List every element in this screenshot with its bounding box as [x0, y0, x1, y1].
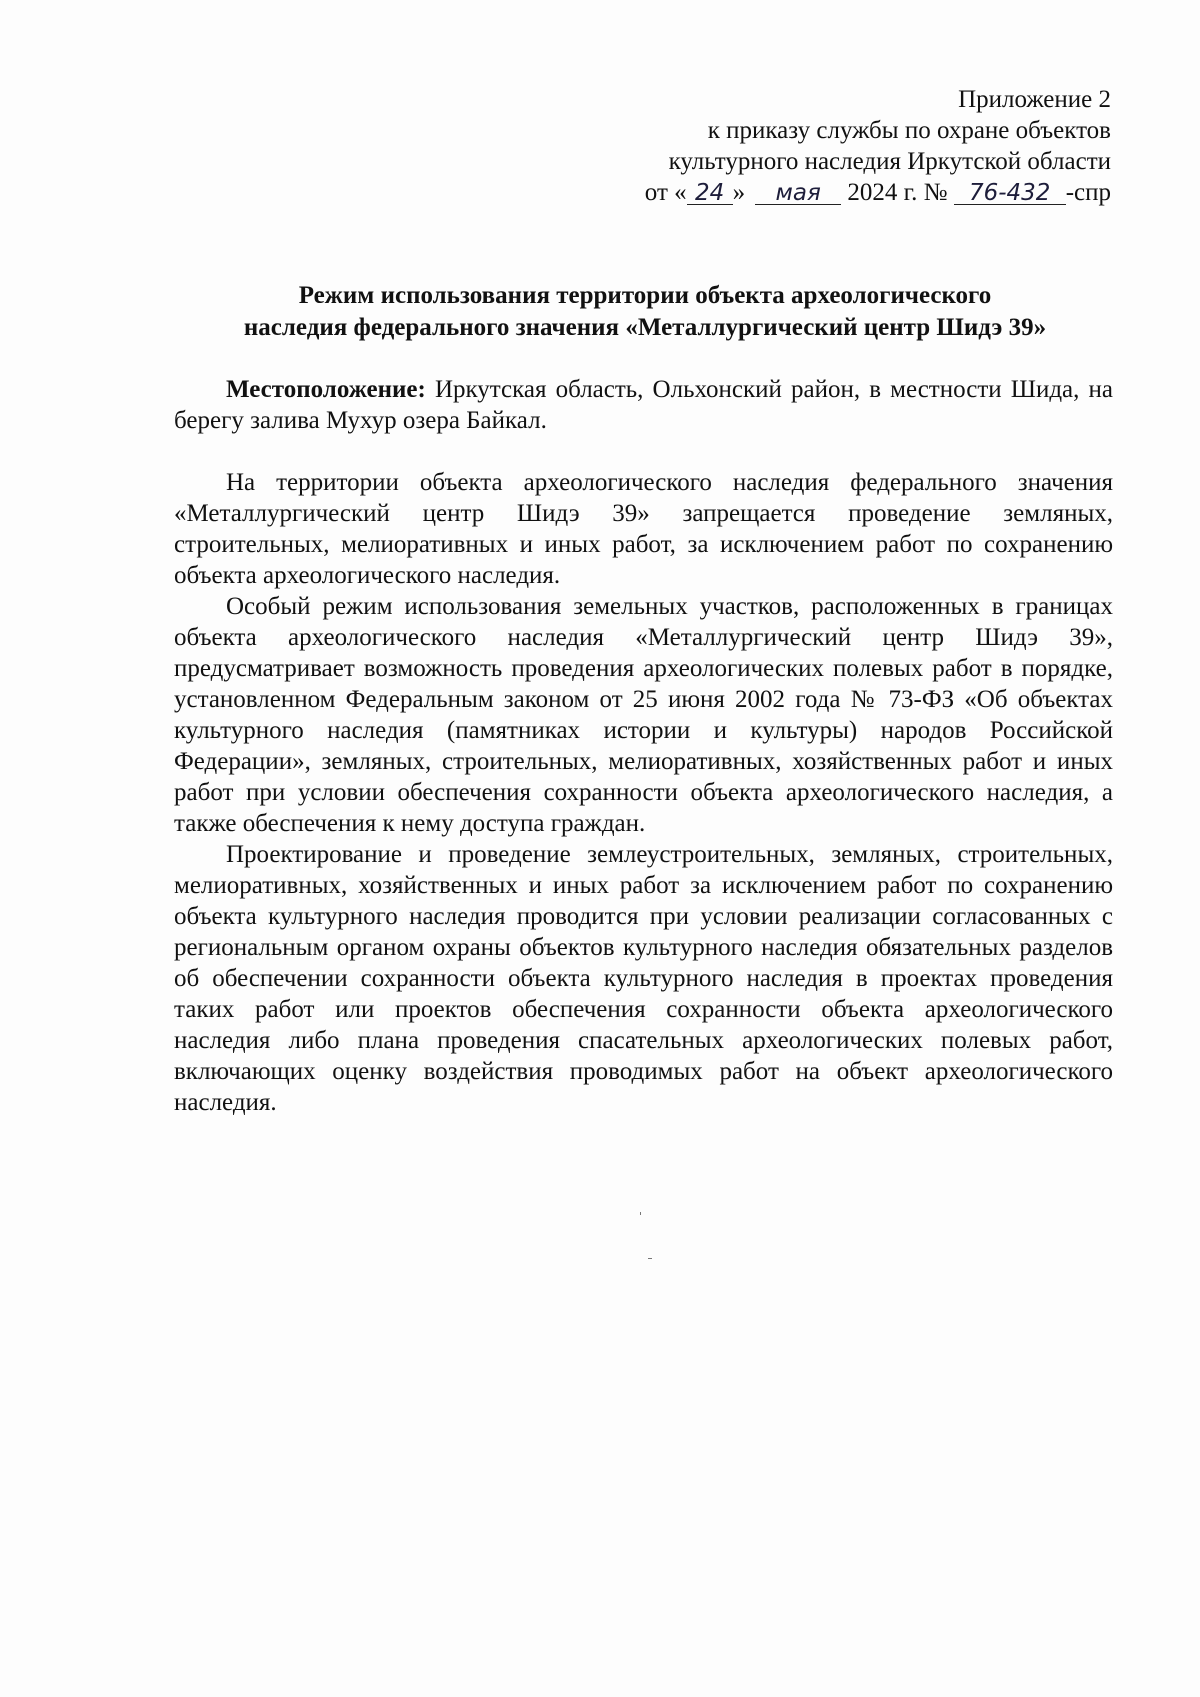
paragraph-prohibition: На территории объекта археологического наследия федерального значения «Металлургический центр Шидэ 39» запрещается проведение земляных, строительных, мелиоративных и иных работ, за исключением работ по сохранению объекта археологического наследия.: [174, 469, 1113, 589]
date-mid: »: [732, 179, 746, 206]
paragraph-special-regime: Особый режим использования земельных участков, расположенных в границах объекта археологического наследия «Металлургический центр Шидэ 39», предусматривает возможность проведения археологических полевых работ в порядке, установленном Федеральным законом от 25 июня 2002 года № 73-ФЗ «Об объектах культурного наследия (памятниках истории и культуры) народов Российской Федерации», земляных, строительных, мелиоративных, хозяйственных работ и иных работ при условии обеспечения сохранности объекта археологического наследия, а также обеспечения к нему доступа граждан.: [174, 593, 1113, 837]
appendix-label: Приложение 2: [958, 86, 1111, 113]
handwritten-month: мая: [755, 182, 841, 205]
handwritten-order-number: 76-432: [954, 182, 1066, 205]
date-prefix: от «: [644, 179, 687, 206]
order-suffix: -спр: [1065, 179, 1111, 206]
order-date-line: [411, 177, 1111, 208]
document-body: [174, 374, 1113, 1118]
location-label: Местоположение:: [226, 376, 426, 403]
location-text: Иркутская область, Ольхонский район, в местности Шида, на берегу залива Мухур озера Байкал.: [174, 376, 1113, 434]
location-paragraph: [174, 374, 1113, 436]
scan-speck: [648, 1258, 652, 1259]
appendix-header: [411, 84, 1111, 208]
paragraph-design-works: Проектирование и проведение землеустроительных, земляных, строительных, мелиоративных, хозяйственных и иных работ за исключением работ по сохранению объекта культурного наследия проводится при условии реализации согласованных с региональным органом охраны объектов культурного наследия обязательных разделов об обеспечении сохранности объекта культурного наследия в проектах проведения таких работ или проектов обеспечения сохранности объекта археологического наследия либо плана проведения спасательных археологических полевых работ, включающих оценку воздействия проводимых работ на объект археологического наследия.: [174, 841, 1113, 1116]
issuer-line: культурного наследия Иркутской области: [668, 148, 1111, 175]
order-reference-line: к приказу службы по охране объектов: [707, 117, 1111, 144]
title-line-1: Режим использования территории объекта археологического: [298, 282, 992, 309]
document-title: [170, 280, 1120, 344]
scan-speck: [640, 1212, 641, 1215]
title-line-2: наследия федерального значения «Металлургический центр Шидэ 39»: [243, 314, 1047, 341]
handwritten-day: 24: [687, 182, 733, 205]
date-year: 2024 г. №: [847, 179, 948, 206]
